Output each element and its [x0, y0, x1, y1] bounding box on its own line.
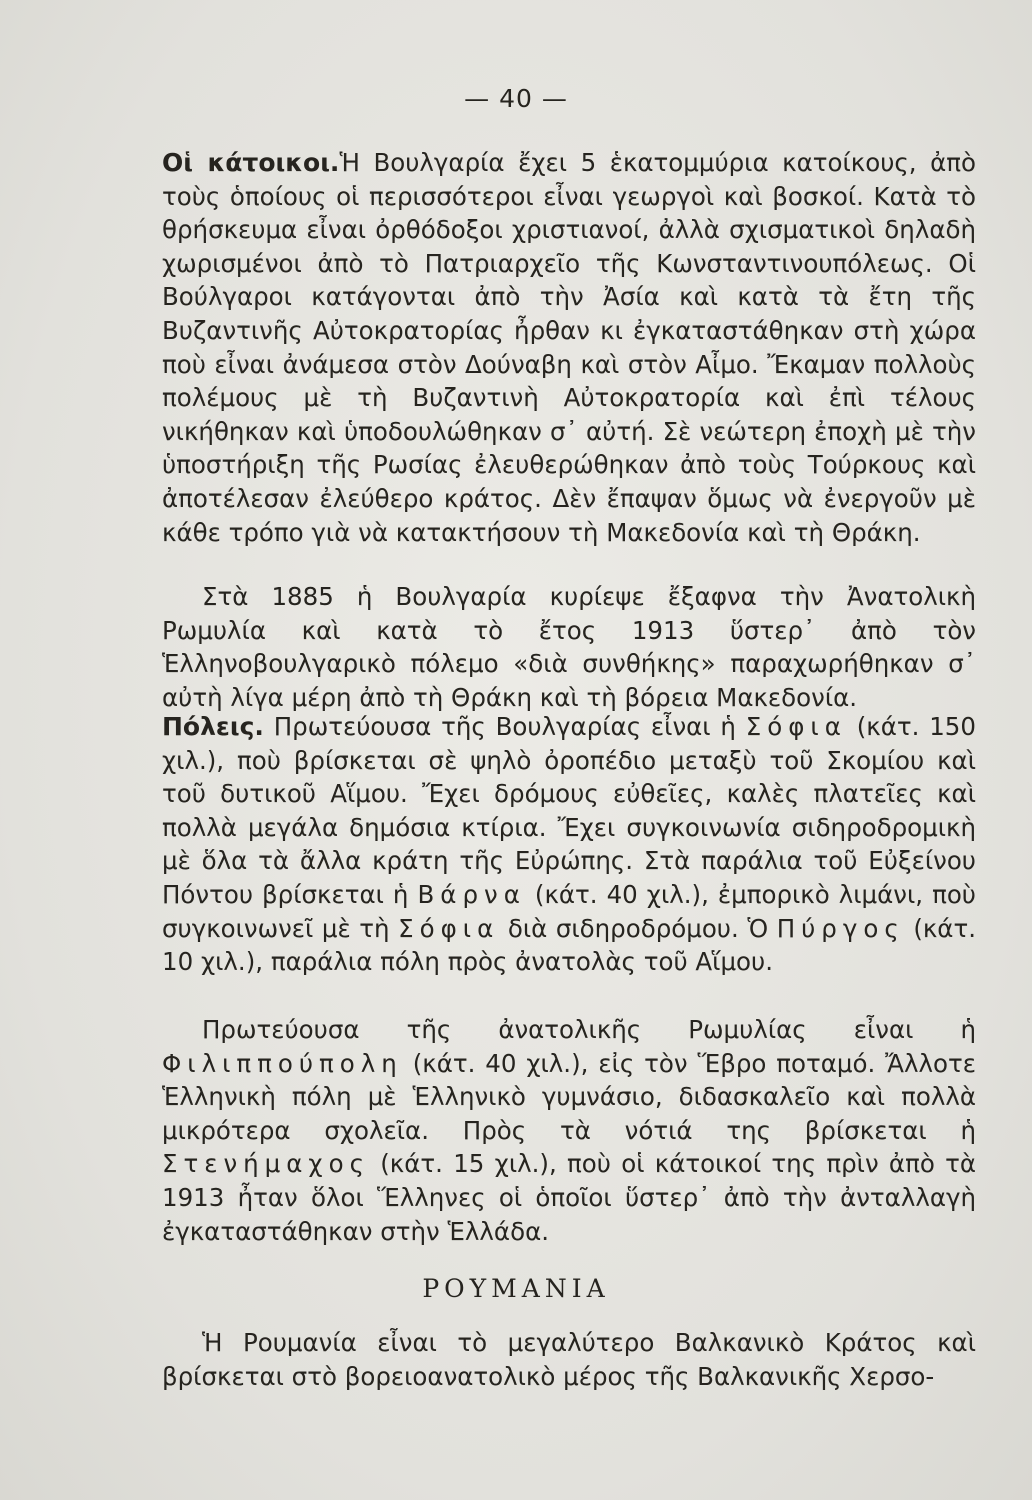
cities-lead: Πόλεις.: [162, 712, 264, 741]
romania-section: [162, 1326, 976, 1393]
city-sofia: Σόφια: [745, 712, 847, 741]
city-filippoupoli: Φιλιππούπολη: [162, 1048, 403, 1078]
inhabitants-paragraph: [162, 146, 976, 549]
rumelia-text-2: (κάτ. 40 χιλ.), εἰς τὸν Ἕβρο ποταμό. Ἄλλοτε Ἑλληνικὴ πόλη μὲ Ἑλληνικὸ γυμνάσιο, διδασκαλεῖο καὶ πολλὰ μικρότερα σχολεῖα. Πρὸς τὰ νότιά της βρίσκεται ἡ: [162, 1048, 976, 1145]
city-sofia-2: Σόφια: [398, 913, 500, 943]
page-number: — 40 —: [464, 84, 568, 113]
inhabitants-section: [162, 146, 976, 549]
cities-text-2: (κάτ. 150 χιλ.), ποὺ βρίσκεται σὲ ψηλὸ ὀροπέδιο μεταξὺ τοῦ Σκομίου καὶ τοῦ δυτικοῦ Αἵμου. Ἔχει δρόμους εὐθεῖες, καλὲς πλατεῖες καὶ πολλὰ μεγάλα δημόσια κτίρια. Ἔχει συγκοινωνία σιδηροδρομικὴ μὲ ὅλα τὰ ἄλλα κράτη τῆς Εὐρώπης. Στὰ παράλια τοῦ Εὐξείνου Πόντου βρίσκεται ἡ: [162, 712, 976, 909]
rumelia-section: [162, 1013, 976, 1248]
cities-text-4: διὰ σιδηροδρόμου. Ὁ: [507, 913, 769, 943]
rumelia-text-3: (κάτ. 15 χιλ.), ποὺ οἱ κάτοικοί της πρὶν ἀπὸ τὰ 1913 ἦταν ὅλοι Ἕλληνες οἱ ὁποῖοι ὕστερ᾽ ἀπὸ τὴν ἀνταλλαγὴ ἐγκαταστάθηκαν στὴν Ἑλλάδα.: [162, 1149, 976, 1246]
cities-text-5: (κάτ. 10 χιλ.), παράλια πόλη πρὸς ἀνατολὰς τοῦ Αἵμου.: [162, 913, 976, 977]
city-varna: Βάρνα: [417, 879, 526, 909]
rumelia-paragraph: [162, 1013, 976, 1248]
cities-text-3: (κάτ. 40 χιλ.), ἐμπορικὸ λιμάνι, ποὺ συγκοινωνεῖ μὲ τὴ: [162, 879, 976, 943]
romania-paragraph: Ἡ Ρουμανία εἶναι τὸ μεγαλύτερο Βαλκανικὸ Κράτος καὶ βρίσκεται στὸ βορειοανατολικὸ μέρος τῆς Βαλκανικῆς Χερσο-: [162, 1328, 976, 1391]
inhabitants-text: Ἡ Βουλγαρία ἔχει 5 ἑκατομμύρια κατοίκους, ἀπὸ τοὺς ὁποίους οἱ περισσότεροι εἶναι γεωργοὶ καὶ βοσκοί. Κατὰ τὸ θρήσκευμα εἶναι ὀρθόδοξοι χριστιανοί, ἀλλὰ σχισματικοὶ δηλαδὴ χωρισμένοι ἀπὸ τὸ Πατριαρχεῖο τῆς Κωνσταντινουπόλεως. Οἱ Βούλγαροι κατάγονται ἀπὸ τὴν Ἀσία καὶ κατὰ τὰ ἔτη τῆς Βυζαντινῆς Αὐτοκρατορίας ἦρθαν κι ἐγκαταστάθηκαν στὴ χώρα ποὺ εἶναι ἀνάμεσα στὸν Δούναβη καὶ στὸν Αἶμο. Ἔκαμαν πολλοὺς πολέμους μὲ τὴ Βυζαντινὴ Αὐτοκρατορία καὶ ἐπὶ τέλους νικήθηκαν καὶ ὑποδουλώθηκαν σ᾽ αὐτή. Σὲ νεώτερη ἐποχὴ μὲ τὴν ὑποστήριξη τῆς Ρωσίας ἐλευθερώθηκαν ἀπὸ τοὺς Τούρκους καὶ ἀποτέλεσαν ἐλεύθερο κράτος. Δὲν ἔπαψαν ὅμως νὰ ἐνεργοῦν μὲ κάθε τρόπο γιὰ νὰ κατακτήσουν τὴ Μακεδονία καὶ τὴ Θράκη.: [162, 148, 976, 547]
cities-paragraph: [162, 710, 976, 979]
history-1885-paragraph: Στὰ 1885 ἡ Βουλγαρία κυρίεψε ἔξαφνα τὴν Ἀνατολικὴ Ρωμυλία καὶ κατὰ τὸ ἔτος 1913 ὕστερ᾽ ἀπὸ τὸν Ἑλληνοβουλγαρικὸ πόλεμο «διὰ συνθήκης» παραχωρήθηκαν σ᾽ αὐτὴ λίγα μέρη ἀπὸ τὴ Θράκη καὶ τὴ βόρεια Μακεδονία.: [162, 582, 976, 712]
romania-heading: ΡΟΥΜΑΝΙΑ: [422, 1274, 610, 1303]
rumelia-text-1: Πρωτεύουσα τῆς ἀνατολικῆς Ρωμυλίας εἶναι ἡ: [202, 1015, 976, 1044]
inhabitants-lead: Οἱ κάτοικοι.: [162, 148, 340, 177]
cities-text-1: Πρωτεύουσα τῆς Βουλγαρίας εἶναι ἡ: [273, 712, 736, 741]
city-pyrgos: Πύργος: [776, 913, 905, 943]
cities-section: [162, 710, 976, 979]
history-1885-section: [162, 580, 976, 714]
city-stenimachos: Στενήμαχος: [162, 1149, 370, 1179]
